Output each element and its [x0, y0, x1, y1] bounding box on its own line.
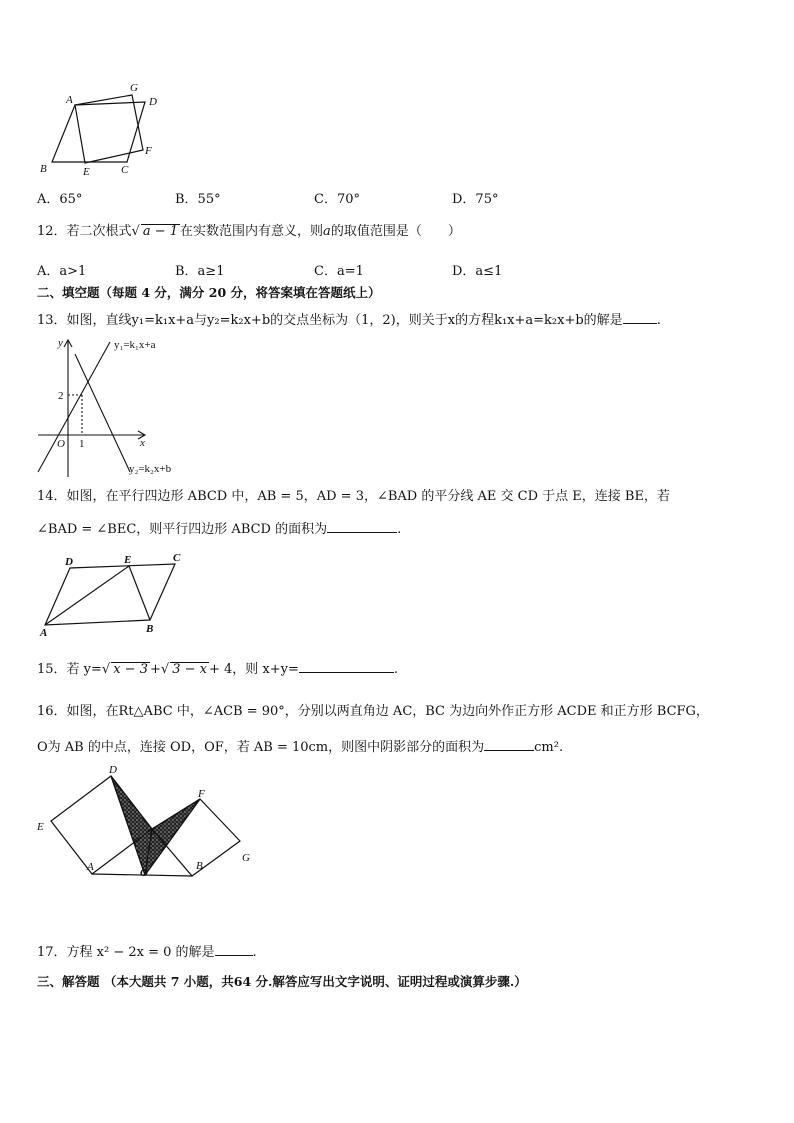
label-c: C — [152, 825, 160, 837]
section-2-title: 二、填空题（每题 4 分，满分 20 分，将答案填在答题纸上） — [37, 285, 381, 300]
q14-answer-blank[interactable] — [327, 520, 397, 533]
q12-radicand: a − 1 — [142, 224, 179, 239]
q14-end: . — [397, 522, 402, 537]
label-c: C — [173, 552, 181, 564]
label-e: E — [37, 821, 44, 833]
q16-line1: 16．如图，在Rt△ABC 中，∠ACB = 90°，分别以两直角边 AC，BC 为边向外作正方形 ACDE 和正方形 BCFG， — [37, 704, 709, 719]
parallelogram-abcd — [45, 564, 175, 625]
q12-option-d[interactable]: D．a≤1 — [452, 264, 503, 279]
label-b: B — [196, 860, 203, 872]
q14-line2-text: ∠BAD = ∠BEC，则平行四边形 ABCD 的面积为 — [37, 522, 328, 537]
line-y2 — [75, 354, 130, 472]
q11-option-c[interactable]: C．70° — [314, 192, 360, 207]
segment-be — [129, 566, 150, 620]
q15-radicand-1: x − 3 — [113, 662, 148, 677]
q11-option-d[interactable]: D．75° — [452, 192, 499, 207]
origin-label: O — [57, 438, 65, 450]
q14-line2 — [37, 520, 401, 539]
q13-text: 13．如图，直线y₁=k₁x+a与y₂=k₂x+b的交点坐标为（1，2)，则关于x的方程k₁x+a=k₂x+b的解是 — [37, 313, 623, 328]
q16-figure — [32, 763, 262, 878]
q15-plus: + — [149, 662, 161, 677]
q15-stem: 15．若 y=√ x − 3 +√ 3 − x + 4，则 x+y= . — [37, 662, 398, 677]
y-tick-2: 2 — [58, 390, 64, 402]
q13-answer-blank[interactable] — [623, 311, 657, 324]
q17-stem — [37, 943, 257, 962]
line2-label: y₂=k₂x+b — [129, 463, 172, 475]
label-d: D — [109, 764, 117, 776]
q12-suffix: 在实数范围内有意义，则 — [180, 224, 324, 239]
q13-end: . — [656, 313, 661, 328]
section-3-title: 三、解答题 （本大题共 7 小题，共64 分.解答应写出文字说明、证明过程或演算步骤.） — [37, 974, 527, 989]
label-a: A — [87, 861, 94, 873]
x-axis-label: x — [140, 437, 145, 449]
square-aefg — [75, 95, 143, 163]
q16-line2 — [37, 738, 563, 757]
q15-tail: + 4，则 x+y= — [208, 662, 299, 677]
q12-stem: 12．若二次根式√ a − 1 在实数范围内有意义，则a的取值范围是（ ） — [37, 224, 461, 239]
q11-option-a[interactable]: A．65° — [37, 192, 83, 207]
label-g: G — [242, 852, 250, 864]
q16-line2-text: O为 AB 的中点，连接 OD，OF，若 AB = 10cm，则图中阴影部分的面积为 — [37, 740, 485, 755]
shaded-triangle-odc — [111, 776, 152, 875]
q16-unit: cm². — [534, 740, 564, 755]
q12-tail: 的取值范围是（ ） — [330, 224, 461, 239]
q15-prefix: 15．若 y= — [37, 662, 102, 677]
label-g: G — [130, 82, 138, 94]
q15-radicand-2: 3 − x — [172, 662, 207, 677]
label-f: F — [145, 145, 152, 157]
label-e: E — [124, 554, 132, 566]
q14-figure — [35, 550, 195, 640]
q17-end: . — [252, 945, 257, 960]
q12-option-a[interactable]: A．a>1 — [37, 264, 87, 279]
q13-graph — [30, 332, 210, 480]
q15-end: . — [393, 662, 398, 677]
x-tick-1: 1 — [79, 438, 85, 450]
q17-answer-blank[interactable] — [215, 943, 253, 956]
q12-option-c[interactable]: C．a=1 — [314, 264, 364, 279]
label-o: O — [140, 867, 148, 878]
line1-label: y₁=k₁x+a — [114, 339, 156, 351]
q12-option-b[interactable]: B．a≥1 — [175, 264, 225, 279]
label-b: B — [146, 623, 154, 635]
label-d: D — [149, 96, 157, 108]
q16-answer-blank[interactable] — [484, 738, 534, 751]
q14-line1: 14．如图，在平行四边形 ABCD 中，AB = 5，AD = 3，∠BAD 的平分线 AE 交 CD 于点 E，连接 BE，若 — [37, 489, 670, 504]
label-d: D — [65, 556, 73, 568]
label-a: A — [66, 94, 73, 106]
label-b: B — [40, 163, 47, 175]
label-f: F — [198, 788, 205, 800]
q11-option-b[interactable]: B．55° — [175, 192, 221, 207]
label-e: E — [83, 166, 90, 178]
q12-prefix: 12．若二次根式 — [37, 224, 132, 239]
y-axis-label: y — [58, 337, 63, 349]
label-c: C — [121, 164, 129, 176]
q17-text: 17．方程 x² − 2x = 0 的解是 — [37, 945, 215, 960]
label-a: A — [40, 627, 48, 639]
q13-stem — [37, 311, 661, 330]
q12-var: a — [323, 224, 331, 239]
q11-figure — [35, 80, 170, 180]
q15-answer-blank[interactable] — [299, 660, 394, 673]
